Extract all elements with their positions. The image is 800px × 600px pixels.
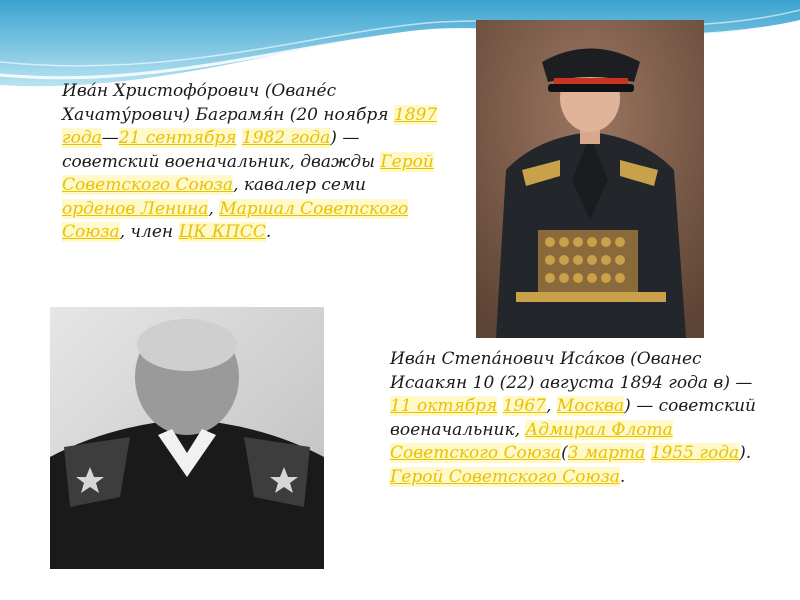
link-cc-cpsu[interactable]: ЦК КПСС bbox=[178, 222, 266, 242]
link-orders-lenin[interactable]: орденов Ленина bbox=[62, 198, 209, 219]
link-marshal-ussr[interactable]: Маршал Советского Союза bbox=[62, 198, 409, 242]
bio-bagramyan bbox=[62, 80, 442, 245]
portrait-isakov bbox=[50, 307, 324, 569]
bio-isakov bbox=[390, 348, 770, 489]
link-1982[interactable]: 1982 года bbox=[241, 128, 331, 148]
bio-text: Ива́н Степа́нович Иса́ков (Ованес Исаакян 10 (22) августа 1894 года в) — bbox=[390, 349, 753, 393]
bio-text: , bbox=[208, 198, 220, 219]
bio-text: ) — советский военачальник, дважды bbox=[62, 128, 381, 172]
link-moscow[interactable]: Москва bbox=[556, 396, 625, 416]
bio-text: , член bbox=[119, 222, 179, 242]
link-21-sept[interactable]: 21 сентября bbox=[118, 128, 237, 148]
bio-text: , bbox=[545, 396, 557, 416]
bio-text: — bbox=[101, 128, 119, 148]
bio-text: ). bbox=[739, 443, 752, 463]
link-admiral-fleet[interactable]: Адмирал Флота Советского Союза bbox=[390, 419, 673, 463]
bio-text: Ива́н Христофо́рович (Ованéс Хачату́рович) Баграмя́н (20 ноября bbox=[62, 81, 394, 125]
bio-text: . bbox=[619, 466, 626, 487]
bio-text: ) — советский военачальник, bbox=[390, 396, 756, 440]
link-hero-ussr[interactable]: Герой Советского Союза bbox=[62, 151, 434, 195]
link-3-march[interactable]: 3 марта bbox=[567, 443, 646, 463]
link-1967[interactable]: 1967 bbox=[502, 396, 546, 416]
bio-text: . bbox=[265, 222, 272, 242]
bio-text bbox=[645, 443, 650, 463]
bio-text bbox=[497, 396, 502, 416]
link-1955[interactable]: 1955 года bbox=[650, 443, 740, 463]
link-hero-ussr-2[interactable]: Герой Советского Союза bbox=[390, 466, 620, 487]
link-11-oct[interactable]: 11 октября bbox=[390, 396, 498, 416]
portrait-bagramyan bbox=[476, 20, 704, 338]
bio-text: , кавалер семи bbox=[233, 175, 366, 195]
link-1897[interactable]: 1897 года bbox=[62, 104, 438, 148]
bio-text: ( bbox=[561, 443, 568, 463]
